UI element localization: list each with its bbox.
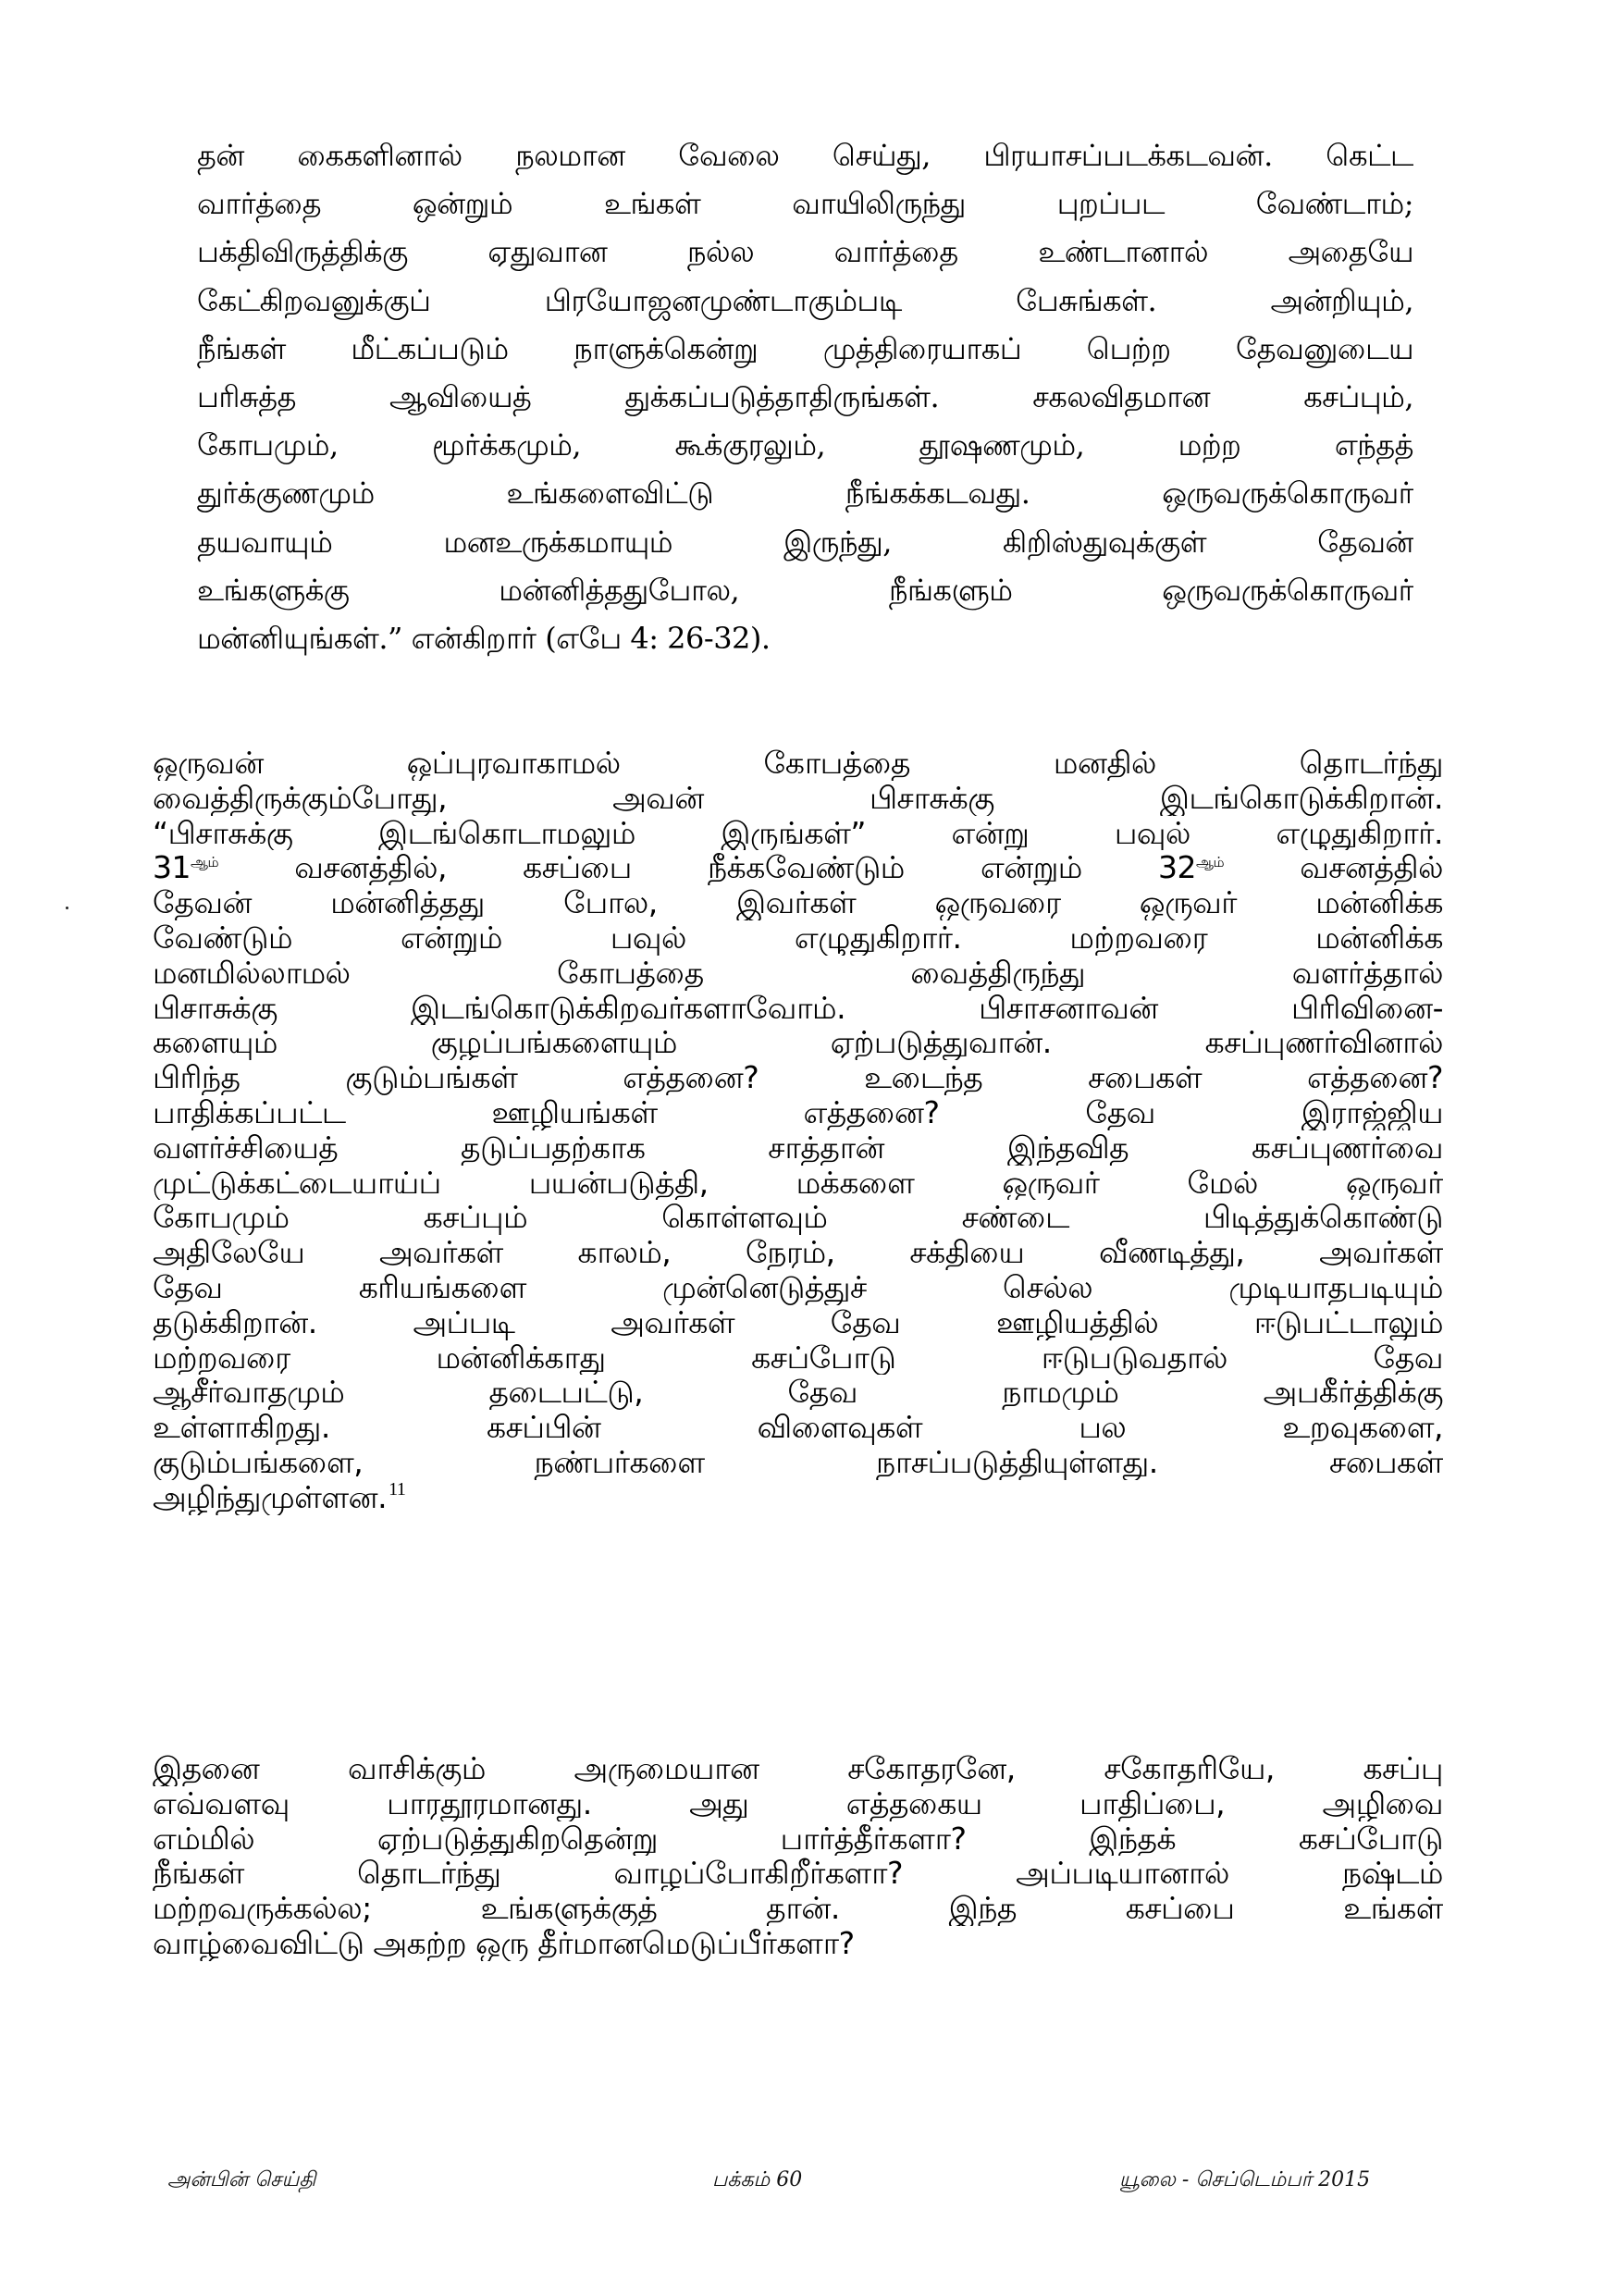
paragraph-last-line — [153, 1480, 1443, 1515]
paragraph-line: உள்ளாகிறது. கசப்பின் விளைவுகள் பல உறவுகளை, — [153, 1410, 1443, 1445]
paragraph-line: “பிசாசுக்கு இடங்கொடாமலும் இருங்கள்” என்று பவுல் எழுதுகிறார். — [153, 815, 1443, 851]
paragraph-line: பாதிக்கப்பட்ட ஊழியங்கள் எத்தனை? தேவ இராஜ்ஜிய — [153, 1094, 1443, 1130]
paragraph-line: ஒருவன் ஒப்புரவாகாமல் கோபத்தை மனதில் தொடர்ந்து — [153, 746, 1443, 781]
quote-line: துர்க்குணமும் உங்களைவிட்டு நீங்கக்கடவது. ஒருவருக்கொருவர் — [197, 475, 1413, 512]
paragraph-line: கோபமும் கசப்பும் கொள்ளவும் சண்டை பிடித்துக்கொண்டு — [153, 1200, 1443, 1236]
paragraph-line: தேவன் மன்னித்தது போல, இவர்கள் ஒருவரை ஒருவர் மன்னிக்க — [153, 885, 1443, 920]
body-paragraph-1 — [153, 746, 1443, 1515]
verse-text: வசனத்தில் — [1300, 850, 1443, 886]
paragraph-line: குடும்பங்களை, நண்பர்களை நாசப்படுத்தியுள்ளது. சபைகள் — [153, 1444, 1443, 1480]
paragraph-line: களையும் குழப்பங்களையும் ஏற்படுத்துவான். கசப்புணர்வினால் — [153, 1025, 1443, 1061]
footer-page-number: பக்கம் 60 — [712, 2168, 803, 2191]
paragraph-line: இதனை வாசிக்கும் அருமையான சகோதரனே, சகோதரியே, கசப்பு — [153, 1751, 1443, 1786]
paragraph-line: வைத்திருக்கும்போது, அவன் பிசாசுக்கு இடங்கொடுக்கிறான். — [153, 780, 1443, 816]
paragraph-line: தேவ கரியங்களை முன்னெடுத்துச் செல்ல முடியாதபடியும் — [153, 1269, 1443, 1305]
verse-number: 32 — [1158, 850, 1196, 886]
paragraph-line: முட்டுக்கட்டையாய்ப் பயன்படுத்தி, மக்களை ஒருவர் மேல் ஒருவர் — [153, 1165, 1443, 1201]
paragraph-line: மற்றவருக்கல்ல; உங்களுக்குத் தான். இந்த கசப்பை உங்கள் — [153, 1891, 1443, 1926]
ordinal-suffix: ஆம் — [191, 854, 219, 871]
footer-publication-name: அன்பின் செய்தி — [167, 2168, 316, 2191]
paragraph-line: மற்றவரை மன்னிக்காது கசப்போடு ஈடுபடுவதால் தேவ — [153, 1339, 1443, 1376]
paragraph-line: பிரிந்த குடும்பங்கள் எத்தனை? உடைந்த சபைகள் எத்தனை? — [153, 1060, 1443, 1095]
paragraph-line: அதிலேயே அவர்கள் காலம், நேரம், சக்தியை வீணடித்து, அவர்கள் — [153, 1235, 1443, 1270]
paragraph-line-verses — [153, 850, 1443, 885]
quote-line: பரிசுத்த ஆவியைத் துக்கப்படுத்தாதிருங்கள். சகலவிதமான கசப்பும், — [197, 378, 1413, 414]
verse-text: வசனத்தில், கசப்பை நீக்கவேண்டும் என்றும் — [294, 850, 1082, 886]
footer-issue-date: யூலை - செப்டெம்பர் 2015 — [1119, 2168, 1371, 2191]
paragraph-text: அழிந்துமுள்ளன. — [153, 1479, 388, 1515]
paragraph-line: எவ்வளவு பாரதூரமானது. அது எத்தகைய பாதிப்பை, அழிவை — [153, 1785, 1443, 1821]
paragraph-line: மனமில்லாமல் கோபத்தை வைத்திருந்து வளர்த்தால் — [153, 955, 1443, 991]
quote-line: உங்களுக்கு மன்னித்ததுபோல, நீங்களும் ஒருவருக்கொருவர் — [197, 572, 1413, 608]
quote-line: பக்திவிருத்திக்கு ஏதுவான நல்ல வார்த்தை உண்டானால் அதையே — [197, 234, 1413, 270]
quote-line: வார்த்தை ஒன்றும் உங்கள் வாயிலிருந்து புறப்பட வேண்டாம்; — [197, 186, 1413, 222]
paragraph-line: வேண்டும் என்றும் பவுல் எழுதுகிறார். மற்றவரை மன்னிக்க — [153, 920, 1443, 956]
paragraph-line: பிசாசுக்கு இடங்கொடுக்கிறவர்களாவோம். பிசாசனாவன் பிரிவினை- — [153, 990, 1443, 1026]
paragraph-line: எம்மில் ஏற்படுத்துகிறதென்று பார்த்தீர்களா? இந்தக் கசப்போடு — [153, 1821, 1443, 1857]
paragraph-line: நீங்கள் தொடர்ந்து வாழப்போகிறீர்களா? அப்படியானால் நஷ்டம் — [153, 1856, 1443, 1892]
verse-number: 31 — [153, 850, 191, 886]
paragraph-last-line: வாழ்வைவிட்டு அகற்ற ஒரு தீர்மானமெடுப்பீர்களா? — [153, 1925, 855, 1961]
quote-line: கோபமும், மூர்க்கமும், கூக்குரலும், தூஷணமும், மற்ற எந்தத் — [197, 427, 1413, 463]
body-paragraph-2 — [153, 1751, 1443, 1961]
scripture-quote — [197, 131, 1413, 662]
page-footer — [0, 2168, 1616, 2205]
quote-line: தயவாயும் மனஉருக்கமாயும் இருந்து, கிறிஸ்துவுக்குள் தேவன் — [197, 524, 1413, 560]
scan-speck — [66, 907, 68, 909]
paragraph-line: வளர்ச்சியைத் தடுப்பதற்காக சாத்தான் இந்தவித கசப்புணர்வை — [153, 1129, 1443, 1166]
quote-line: கேட்கிறவனுக்குப் பிரயோஜனமுண்டாகும்படி பேசுங்கள். அன்றியும், — [197, 282, 1413, 318]
quote-citation-line: மன்னியுங்கள்.” என்கிறார் (எபே 4: 26-32). — [197, 620, 771, 656]
paragraph-line: தடுக்கிறான். அப்படி அவர்கள் தேவ ஊழியத்தில் ஈடுபட்டாலும் — [153, 1304, 1443, 1340]
ordinal-suffix: ஆம் — [1196, 854, 1225, 871]
quote-line: தன் கைகளினால் நலமான வேலை செய்து, பிரயாசப்படக்கடவன். கெட்ட — [197, 138, 1413, 173]
paragraph-line: ஆசீர்வாதமும் தடைபட்டு, தேவ நாமமும் அபகீர்த்திக்கு — [153, 1375, 1443, 1411]
quote-line: நீங்கள் மீட்கப்படும் நாளுக்கென்று முத்திரையாகப் பெற்ற தேவனுடைய — [197, 330, 1413, 366]
footnote-reference[interactable]: 11 — [389, 1479, 406, 1500]
